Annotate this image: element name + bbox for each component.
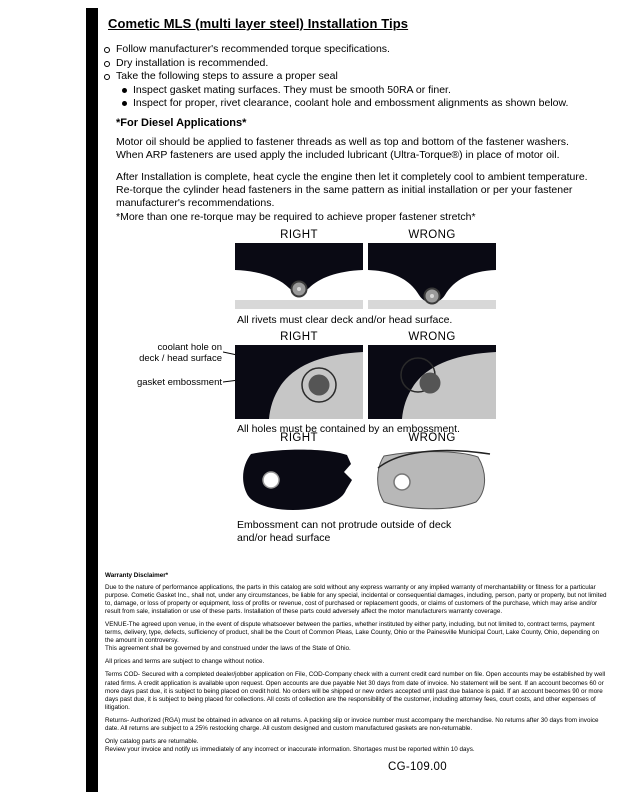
diagram-rivet-wrong <box>368 243 496 309</box>
wrong-column-label: WRONG <box>408 229 456 241</box>
tip-text: Take the following steps to assure a proper seal <box>116 70 338 82</box>
bullet-circle-icon <box>104 61 110 67</box>
disclaimer-group <box>105 717 609 733</box>
tip-text: Inspect gasket mating surfaces. They must be smooth 50RA or finer. <box>133 83 451 96</box>
diesel-paragraph-2: After Installation is complete, heat cycle the engine then let it completely cool to ambient temperature. Re-torque the cylinder head fasteners in the same pattern as initial installation or per your fastener manufacturer's recommendations. <box>116 171 588 209</box>
list-item <box>104 57 604 71</box>
disclaimer-text: Review your invoice and notify us immediately of any incorrect or inaccurate information. Shortages must be reported within 10 days. <box>105 745 475 753</box>
disclaimer-group <box>105 584 609 616</box>
disclaimer-text: All prices and terms are subject to change without notice. <box>105 658 265 666</box>
rivet-caption: All rivets must clear deck and/or head surface. <box>237 314 453 326</box>
tip-text: Follow manufacturer's recommended torque specifications. <box>116 43 390 55</box>
gasket-embossment-label: gasket embossment <box>136 377 222 388</box>
list-item <box>104 70 604 84</box>
list-item <box>122 97 604 111</box>
disclaimer-text: VENUE-The agreed upon venue, in the event of dispute whatsoever between the parties, whether instituted by either party, including, but not limited to, contract terms, payment terms, delivery, type, defects, sufficiency of product, shall be the Court of Common Pleas, Lake County, Ohio or the Painesville Municipal Court, Lake County, Ohio, depending on the amount in controversy. <box>105 621 600 645</box>
diesel-applications-heading: *For Diesel Applications* <box>116 117 247 129</box>
list-item <box>122 84 604 98</box>
diesel-paragraph-1: Motor oil should be applied to fastener threads as well as top and bottom of the fastener washers. When ARP fasteners are used apply the included lubricant (Ultra-Torque®) in place of motor oil. <box>116 136 569 161</box>
bullet-dot-icon <box>122 88 127 93</box>
right-column-label: RIGHT <box>280 432 318 444</box>
caption-line: Embossment can not protrude outside of deck <box>237 519 452 531</box>
disclaimer-text: Terms COD- Secured with a completed dealer/jobber application on File, COD-Company check with a current credit card number on file. Open accounts may be established by well rated firms. A credit application is available upon request. Open accounts are due payable Net 30 days from date of invoice. No statement will be sent. If an account becomes 60 or more days past due, it is subject to being placed on credit hold. No orders will be shipped or new orders accepted until past due balance is paid. If an account becomes 90 or more days past due, it is subject to being placed for collections. All costs of collection are the responsibility of the customer, including attorney fees, court costs, and other expenses of litigation. <box>105 671 606 711</box>
disclaimer-group <box>105 658 609 666</box>
bullet-circle-icon <box>104 47 110 53</box>
bullet-dot-icon <box>122 101 127 106</box>
wrong-column-label: WRONG <box>408 331 456 343</box>
right-column-label: RIGHT <box>280 229 318 241</box>
disclaimer-group <box>105 621 609 653</box>
label-line: coolant hole on <box>157 342 222 353</box>
retorque-note: *More than one re-torque may be required to achieve proper fastener stretch* <box>116 211 476 223</box>
tip-text: Dry installation is recommended. <box>116 56 269 69</box>
tip-text: Inspect for proper, rivet clearance, coolant hole and embossment alignments as shown below. <box>133 97 569 109</box>
disclaimer-group <box>105 671 609 711</box>
bullet-circle-icon <box>104 74 110 80</box>
page-code: CG-109.00 <box>388 761 447 773</box>
embossment-caption <box>237 519 451 545</box>
disclaimer-heading: Warranty Disclaimer* <box>105 572 169 579</box>
label-line: deck / head surface <box>139 353 222 364</box>
disclaimer-group <box>105 738 609 754</box>
disclaimer-text: Due to the nature of performance applications, the parts in this catalog are sold without any express warranty or any implied warranty of merchantability or fitness for a particular purpose. Cometic Gasket Inc., shall not, under any circumstances, be liable for any special, incidental or consequential damages, including, person, party or property, but not limited to, damage, or loss of property or equipment, loss of profits or revenue, cost of purchased or replacement goods, or claims of customers of the purchase, which may arise and/or result from sale, installation or use of these parts. Installation of these parts could adversely affect the motor manufacturers warranty coverage. <box>105 584 607 616</box>
diagram-coolant-wrong <box>368 345 496 419</box>
disclaimer-text: This agreement shall be governed by and construed under the laws of the State of Ohio. <box>105 645 351 653</box>
right-column-label: RIGHT <box>280 331 318 343</box>
holes-caption: All holes must be contained by an embossment. <box>237 423 460 435</box>
page-title: Cometic MLS (multi layer steel) Installation Tips <box>108 16 409 31</box>
disclaimer-text: Returns- Authorized (RGA) must be obtained in advance on all returns. A packing slip or invoice number must accompany the merchandise. No returns after 30 days from invoice date. All returns are subject to a 25% restocking charge. All custom designed and custom manufactured gaskets are non-returnable. <box>105 716 599 732</box>
page-left-border <box>86 8 98 792</box>
diagram-rivet-right <box>235 243 363 309</box>
disclaimer-text: Only catalog parts are returnable. <box>105 737 199 745</box>
caption-line: and/or head surface <box>237 532 331 544</box>
diagram-coolant-right <box>235 345 363 419</box>
installation-tips-list <box>104 43 604 111</box>
list-item <box>104 43 604 57</box>
warranty-disclaimer <box>105 572 609 759</box>
wrong-column-label: WRONG <box>408 432 456 444</box>
diagram-embossment-right <box>235 446 363 516</box>
diagram-embossment-wrong <box>368 446 496 516</box>
coolant-hole-label <box>128 342 222 364</box>
